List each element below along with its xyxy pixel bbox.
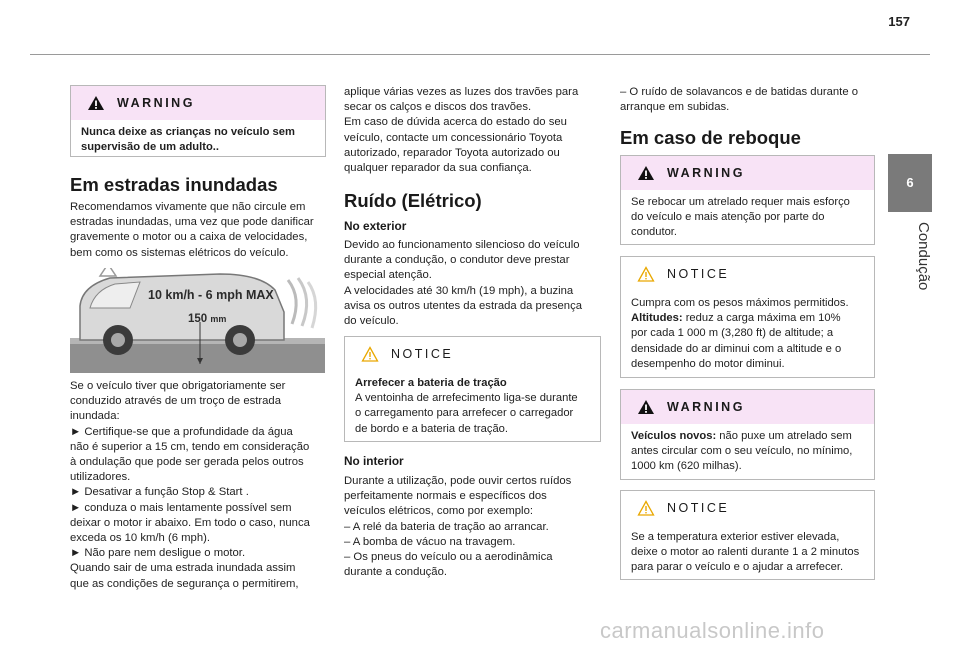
warning-bold-new-vehicles: Veículos novos: [631, 430, 717, 442]
notice-title: NOTICE [667, 501, 730, 515]
notice-box-weights [620, 256, 875, 378]
warning-title: WARNING [667, 166, 745, 180]
notice-text: Se a temperatura exterior estiver elevada, deixe o motor ao ralenti durante 1 a 2 minutos para parar o veículo e o ajudar a arrefecer. [631, 531, 860, 574]
flooded-roads-intro: Recomendamos vivamente que não circule em estradas inundadas, uma vez que pode danificar gravemente o motor ou a caixa de velocidades, bem como os sistemas elétricos do veículo. [70, 201, 314, 259]
exterior-text: Devido ao funcionamento silencioso do veículo durante a condução, o condutor deve prestar especial atenção. A velocidades até 30 km/h (19 mph), a buzina avisa os outros utentes da estrada da presença do veículo. [344, 239, 583, 328]
subheading-exterior: No exterior [344, 219, 407, 233]
warning-title: WARNING [117, 96, 195, 110]
notice-header [621, 491, 874, 525]
warning-text: Nunca deixe as crianças no veículo sem supervisão de um adulto.. [81, 126, 295, 154]
brakes-continuation: aplique várias vezes as luzes dos travões para secar os calços e discos dos travões. Em caso de dúvida acerca do estado do seu veículo, contacte um concessionário Toyota autorizado, reparador Toyota autorizado ou qualquer reparador da sua confiança. [344, 86, 579, 175]
page-number: 157 [888, 14, 910, 29]
water-depth-unit: mm [210, 314, 227, 324]
notice-triangle-icon [637, 266, 655, 282]
warning-box-towing [620, 155, 875, 245]
warning-box-children [70, 85, 326, 157]
warning-box-new-vehicles [620, 389, 875, 480]
notice-bold-altitudes: Altitudes: [631, 312, 683, 325]
watermark: carmanualsonline.info [600, 618, 825, 643]
notice-triangle-icon [361, 346, 379, 362]
notice-box-temperature [620, 490, 875, 580]
warning-text: Se rebocar um atrelado requer mais esforço do veículo e mais atenção por parte do condutor. [631, 196, 850, 239]
water-depth-value: 150 [188, 313, 208, 325]
top-rule [30, 54, 930, 55]
section-title-towing: Em caso de reboque [620, 127, 801, 148]
notice-title: NOTICE [667, 267, 730, 281]
warning-title: WARNING [667, 400, 745, 414]
notice-triangle-icon [637, 500, 655, 516]
flooded-roads-steps: Se o veículo tiver que obrigatoriamente ser conduzido através de um troço de estrada inundada: ► Certifique-se que a profundidade da água não é superior a 15 cm, tendo em consideração à ondulação que pode ser gerada pelos outros utilizadores. ► Desativar a função Stop & Start . ► conduza o mais lentamente possível sem deixar o motor ir abaixo. Em todo o caso, nunca exceda os 10 km/h (6 mph). ► Não pare nem desligue o motor. Quando sair de uma estrada inundada assim que as condições de segurança o permitirem, [70, 380, 310, 590]
notice-title: NOTICE [391, 347, 454, 361]
warning-header [621, 156, 874, 190]
subheading-interior: No interior [344, 454, 404, 468]
notice-box-battery-cooling [344, 336, 601, 442]
warning-triangle-icon [87, 95, 105, 111]
notice-text-1: Cumpra com os pesos máximos permitidos. [631, 297, 849, 309]
warning-triangle-icon [637, 399, 655, 415]
speed-limit-label: 10 km/h - 6 mph MAX [148, 288, 274, 302]
warning-header [621, 390, 874, 424]
notice-text: A ventoinha de arrefecimento liga-se durante o carregamento para arrefecer o carregador de bordo e a bateria de tração. [355, 392, 578, 435]
noise-continuation: – O ruído de solavancos e de batidas durante o arranque em subidas. [620, 86, 859, 114]
notice-heading: Arrefecer a bateria de tração [355, 377, 507, 389]
chapter-tab[interactable]: 6 [888, 154, 932, 212]
water-depth-label [188, 313, 226, 325]
warning-text-body: não puxe um atrelado sem antes circular com o seu veículo, no mínimo, 1000 km (620 milhas). [631, 430, 853, 473]
interior-text: Durante a utilização, pode ouvir certos ruídos perfeitamente normais e específicos dos veículos elétricos, como por exemplo: – A relé da bateria de tração ao arrancar. – A bomba de vácuo na travagem. – Os pneus do veículo ou a aerodinâmica durante a condução. [344, 475, 572, 579]
section-title-flooded-roads: Em estradas inundadas [70, 174, 278, 195]
notice-header [345, 337, 600, 371]
warning-header [71, 86, 325, 120]
warning-triangle-icon [637, 165, 655, 181]
notice-text-2: reduz a carga máxima em 10% por cada 1 000 m (3,280 ft) de altitude; a densidade do ar diminui com a altitude e o desempenho do motor diminui. [631, 312, 842, 370]
section-title-noise: Ruído (Elétrico) [344, 190, 482, 211]
warning-text [621, 424, 874, 475]
notice-text [621, 291, 874, 372]
notice-header [621, 257, 874, 291]
chapter-label: Condução [915, 222, 932, 291]
